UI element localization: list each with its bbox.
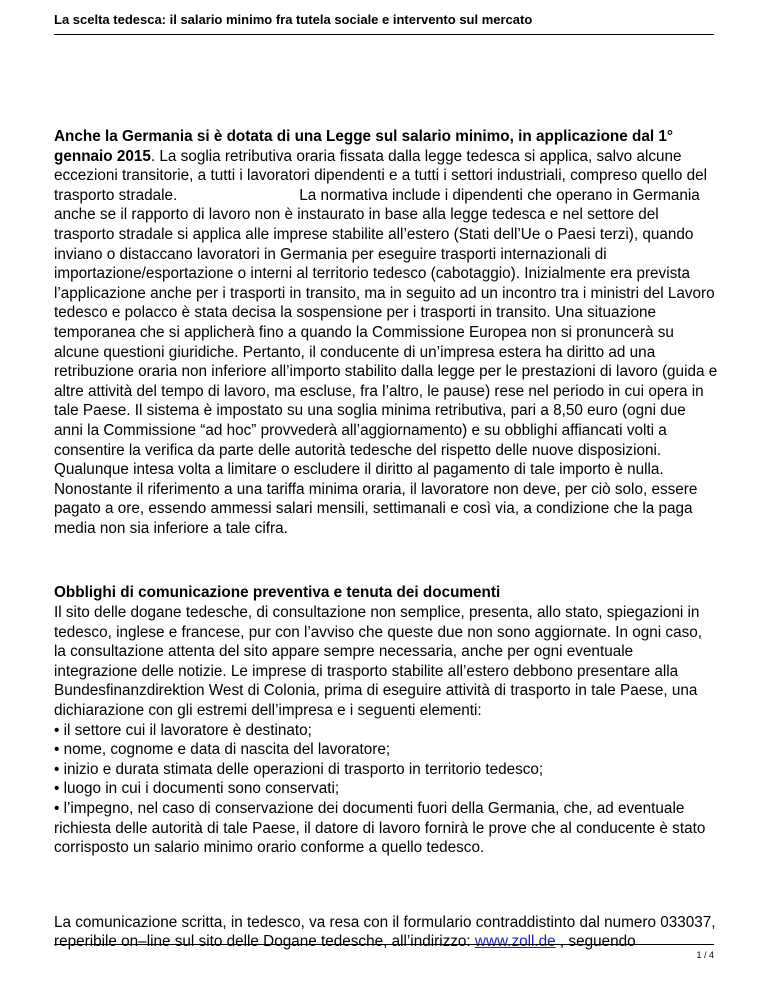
paragraph-salario-minimo [54,127,718,538]
running-header: La scelta tedesca: il salario minimo fra tutela sociale e intervento sul mercato [54,12,533,27]
header-divider [54,34,714,35]
paragraph-text: La comunicazione scritta, in tedesco, va resa con il formulario contraddistinto dal numero 033037, reperibile on–line sul sito delle Dogane tedesche, all’indirizzo: [54,913,716,951]
zoll-link[interactable]: www.zoll.de [474,933,556,951]
bullet-item: • l’impegno, nel caso di conservazione dei documenti fuori della Germania, che, ad eventuale richiesta delle autorità di tale Paese, il datore di lavoro fornirà le prove che al conducente è stato corrisposto un salario minimo orario conforme a quello tedesco. [54,800,706,857]
section-heading: Obblighi di comunicazione preventiva e tenuta dei documenti [54,584,501,602]
page-number: 1 / 4 [696,950,714,960]
bullet-item: • luogo in cui i documenti sono conservati; [54,780,340,798]
document-body [54,127,718,952]
footer-divider [54,944,714,945]
bullet-item: • inizio e durata stimata delle operazioni di trasporto in territorio tedesco; [54,760,544,778]
paragraph-text: La normativa include i dipendenti che operano in Germania anche se il rapporto di lavoro non è instaurato in base alla legge tedesca e nel settore del trasporto stradale si applica alle imprese stabilite all’estero (Stati dell’Ue o Paesi terzi), quando inviano o distaccano lavoratori in Germania per eseguire trasporti internazionali di importazione/esportazione o interni al territorio tedesco (cabotaggio). Inizialmente era prevista l’applicazione anche per i trasporti in transito, ma in seguito ad un incontro tra i ministri del Lavoro tedesco e polacco è stata decisa la sospensione per i trasporti in transito. Una situazione temporanea che si applicherà fino a quando la Commissione Europea non si pronuncerà su alcune questioni giuridiche. Pertanto, il conducente di un’impresa estera ha diritto ad una retribuzione oraria non inferiore all’importo stabilito dalla legge per le prestazioni di lavoro (guida e altre attività del tempo di lavoro, ma escluse, fra l’altro, le pause) rese nel periodo in cui opera in tale Paese. Il sistema è impostato su una soglia minima retributiva, pari a 8,50 euro (ogni due anni la Commissione “ad hoc” provvederà all’aggiornamento) e su obblighi affiancati volti a consentire la verifica da parte delle autorità tedesche del rispetto delle nuove disposizioni. Qualunque intesa volta a limitare o escludere il diritto al pagamento di tale importo è nulla. Nonostante il riferimento a una tariffa minima oraria, il lavoratore non deve, per ciò solo, essere pagato a ore, essendo ammessi salari mensili, settimanali e così via, a condizione che la paga media non sia inferiore a tale cifra. [54,186,718,537]
bullet-item: • nome, cognome e data di nascita del lavoratore; [54,741,391,759]
paragraph-text: , seguendo [555,933,636,951]
lead-text: Anche la Germania si è dotata di una Legge sul salario minimo, in applicazione dal 1° gennaio 2015 [54,128,674,165]
section-intro: Il sito delle dogane tedesche, di consultazione non semplice, presenta, allo stato, spiegazioni in tedesco, inglese e francese, pur con l’avviso che queste due non sono aggiornate. In ogni caso, la consultazione attenta del sito appare sempre necessaria, anche per ogni eventuale integrazione delle notizie. Le imprese di trasporto stabilite all’estero debbono presentare alla Bundesfinanzdirektion West di Colonia, prima di eseguire attività di trasporto in tale Paese, una dichiarazione con gli estremi dell’impresa e i seguenti elementi: [54,604,702,720]
bullet-item: • il settore cui il lavoratore è destinato; [54,721,312,739]
paragraph-text: . La soglia retributiva oraria fissata dalla legge tedesca si applica, salvo alcune eccezioni transitorie, a tutti i lavoratori dipendenti e a tutti i settori industriali, compreso quello del trasporto stradale. [54,147,708,204]
paragraph-comunicazione [54,913,718,952]
